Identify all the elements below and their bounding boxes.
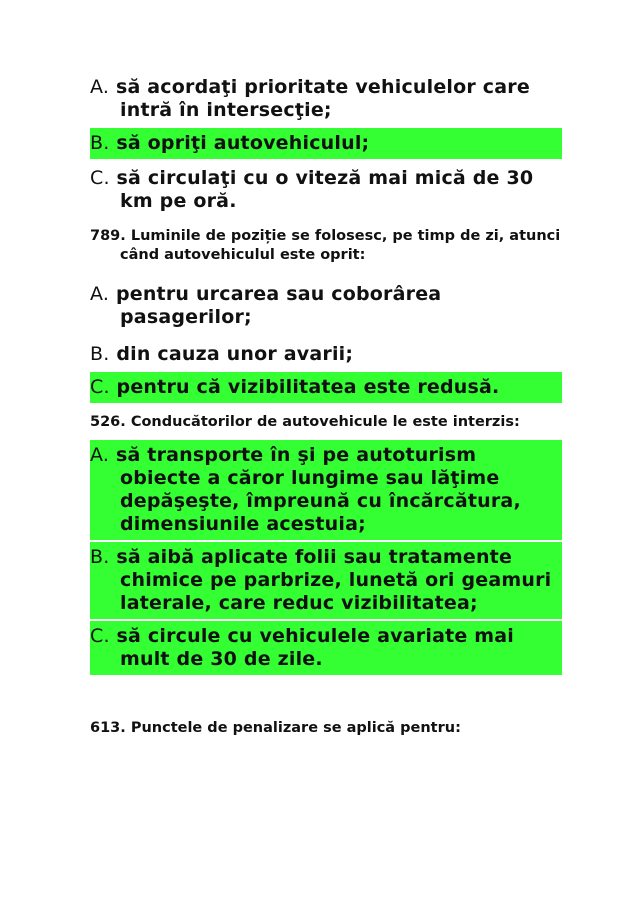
- option-text: să aibă aplicate folii sau tratamente chimice pe parbrize, lunetă ori geamuri laterale, care reduc vizibilitatea;: [116, 546, 552, 614]
- option-a-transport-correct: [90, 440, 562, 540]
- question-789: 789. Luminile de poziție se folosesc, pe timp de zi, atunci când autovehiculul este oprit:: [90, 228, 561, 263]
- option-a-passengers: [90, 279, 562, 333]
- question-613: 613. Punctele de penalizare se aplică pentru:: [90, 720, 461, 736]
- option-c-speed: [90, 163, 562, 217]
- option-text: să opriţi autovehiculul;: [116, 132, 370, 154]
- option-b-foils-correct: [90, 542, 562, 619]
- option-text: pentru că vizibilitatea este redusă.: [116, 376, 500, 398]
- option-text: din cauza unor avarii;: [116, 343, 354, 365]
- option-letter: C.: [90, 376, 110, 398]
- option-letter: A.: [90, 76, 110, 98]
- option-text: să circulaţi cu o viteză mai mică de 30 km pe oră.: [116, 167, 534, 212]
- option-text: să circule cu vehiculele avariate mai mult de 30 de zile.: [116, 625, 515, 670]
- option-b-breakdown: [90, 339, 562, 370]
- option-b-stop-correct: [90, 128, 562, 159]
- option-text: să transporte în şi pe autoturism obiecte a căror lungime sau lăţime depăşeşte, împreună cu încărcătura, dimensiunile acestuia;: [115, 444, 521, 535]
- question-526: 526. Conducătorilor de autovehicule le este interzis:: [90, 414, 520, 430]
- option-letter: C.: [90, 625, 110, 647]
- option-text: pentru urcarea sau coborârea pasagerilor;: [115, 283, 442, 328]
- option-letter: C.: [90, 167, 110, 189]
- document-page: [90, 72, 562, 744]
- option-c-visibility-correct: [90, 372, 562, 403]
- option-letter: B.: [90, 132, 110, 154]
- option-c-damaged-correct: [90, 621, 562, 675]
- option-letter: B.: [90, 546, 110, 568]
- option-letter: A.: [90, 444, 110, 466]
- option-a-intersection: [90, 72, 562, 126]
- option-letter: B.: [90, 343, 110, 365]
- option-text: să acordaţi prioritate vehiculelor care intră în intersecţie;: [115, 76, 530, 121]
- option-letter: A.: [90, 283, 110, 305]
